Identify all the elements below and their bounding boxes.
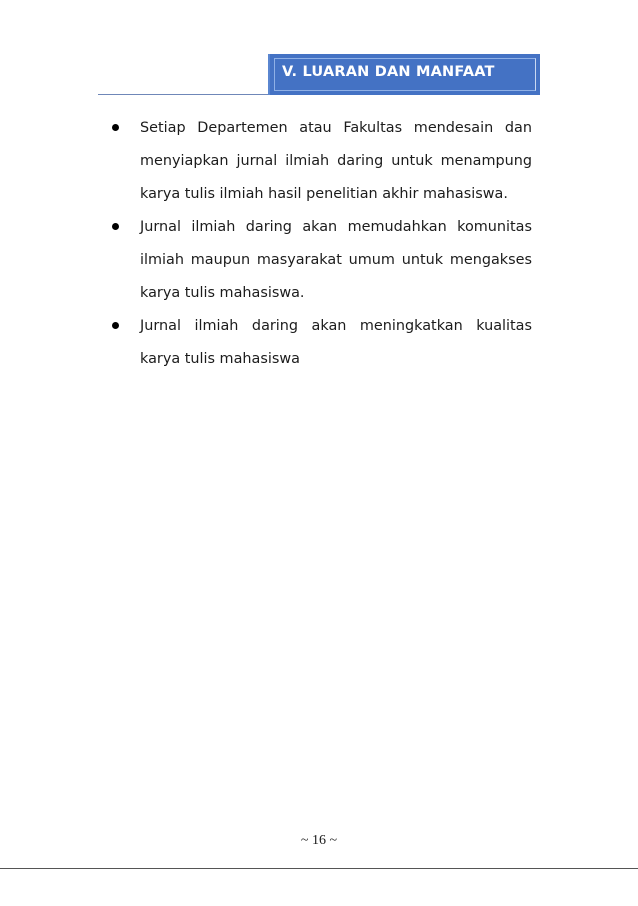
bullet-icon (112, 124, 119, 131)
bullet-icon (112, 223, 119, 230)
list-item-text: Jurnal ilmiah daring akan memudahkan komunitas ilmiah maupun masyarakat umum untuk mengakses karya tulis mahasiswa. (140, 219, 532, 301)
page-number: ~ 16 ~ (300, 833, 338, 848)
bullet-list (112, 112, 532, 376)
list-item-text: Jurnal ilmiah daring akan meningkatkan kualitas karya tulis mahasiswa (140, 318, 532, 367)
list-item (112, 310, 532, 376)
list-item (112, 211, 532, 310)
header-rule (98, 94, 270, 95)
section-title: V. LUARAN DAN MANFAAT (282, 64, 495, 80)
list-item (112, 112, 532, 211)
footer-rule (0, 868, 638, 869)
list-item-text: Setiap Departemen atau Fakultas mendesain dan menyiapkan jurnal ilmiah daring untuk menampung karya tulis ilmiah hasil penelitian akhir mahasiswa. (140, 120, 532, 202)
section-title-box (268, 54, 540, 95)
section-header (98, 54, 540, 96)
bullet-icon (112, 322, 119, 329)
